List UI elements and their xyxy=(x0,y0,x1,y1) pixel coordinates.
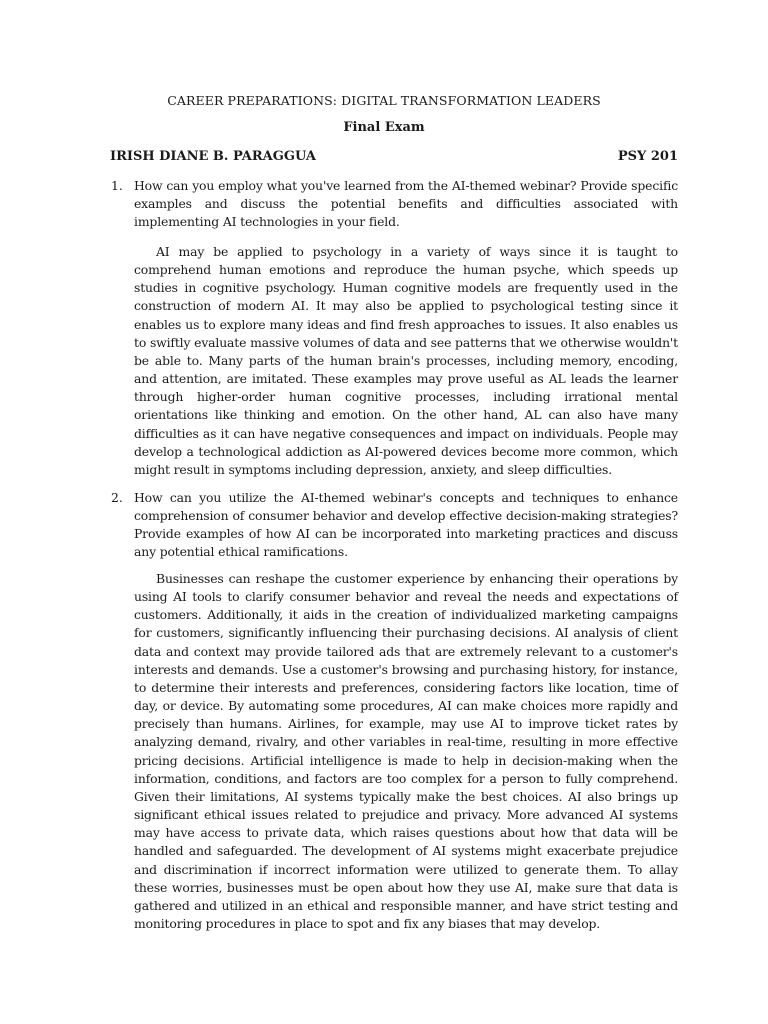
answer-text xyxy=(134,243,678,479)
exam-title: Final Exam xyxy=(343,120,425,135)
course-title: CAREER PREPARATIONS: DIGITAL TRANSFORMATION LEADERS xyxy=(167,93,601,108)
answer-body: Businesses can reshape the customer experience by enhancing their operations by using AI tools to clarify consumer behavior and reveal the needs and expectations of customers. Additionally, it aids in the creation of individualized marketing campaigns for customers, significantly influencing their purchasing decisions. AI analysis of client data and context may provide tailored ads that are extremely relevant to a customer's interests and demands. Use a customer's browsing and purchasing history, for instance, to determine their interests and preferences, considering factors like location, time of day, or device. By automating some procedures, AI can make choices more rapidly and precisely than humans. Airlines, for example, may use AI to improve ticket rates by analyzing demand, rivalry, and other variables in real-time, resulting in more effective pricing decisions. Artificial intelligence is made to help in decision-making when the information, conditions, and factors are too complex for a person to fully comprehend. Given their limitations, AI systems typically make the best choices. AI also brings up significant ethical issues related to prejudice and privacy. More advanced AI systems may have access to private data, which raises questions about how that data will be handled and safeguarded. The development of AI systems might exacerbate prejudice and discrimination if incorrect information were utilized to generate them. To allay these worries, businesses must be open about how they use AI, make sure that data is gathered and utilized in an ethical and responsible manner, and have strict testing and monitoring procedures in place to spot and fix any biases that may develop. xyxy=(134,571,678,931)
question-text: How can you employ what you've learned from the AI-themed webinar? Provide specific examples and discuss the potential benefits and difficulties associated with implementing AI technologies in your field. xyxy=(134,178,678,230)
course-code: PSY 201 xyxy=(617,149,678,164)
question-text: How can you utilize the AI-themed webinar's concepts and techniques to enhance comprehension of consumer behavior and develop effective decision-making strategies? Provide examples of how AI can be incorporated into marketing practices and discuss any potential ethical ramifications. xyxy=(134,490,678,560)
student-name: IRISH DIANE B. PARAGGUA xyxy=(110,149,316,164)
answer-body: AI may be applied to psychology in a variety of ways since it is taught to comprehend human emotions and reproduce the human psyche, which speeds up studies in cognitive psychology. Human cognitive models are frequently used in the construction of modern AI. It may also be applied to psychological testing since it enables us to explore many ideas and find fresh approaches to issues. It also enables us to swiftly evaluate massive volumes of data and see patterns that we otherwise wouldn't be able to. Many parts of the human brain's processes, including memory, encoding, and attention, are imitated. These examples may prove useful as AL leads the learner through higher-order human cognitive processes, including irrational mental orientations like thinking and emotion. On the other hand, AL can also have many difficulties as it can have negative consequences and impact on individuals. People may develop a technological addiction as AI-powered devices become more common, which might result in symptoms including depression, anxiety, and sleep difficulties. xyxy=(134,244,678,477)
answer-text xyxy=(134,570,678,933)
question-number: 2. xyxy=(111,490,123,505)
question-number: 1. xyxy=(111,178,123,193)
